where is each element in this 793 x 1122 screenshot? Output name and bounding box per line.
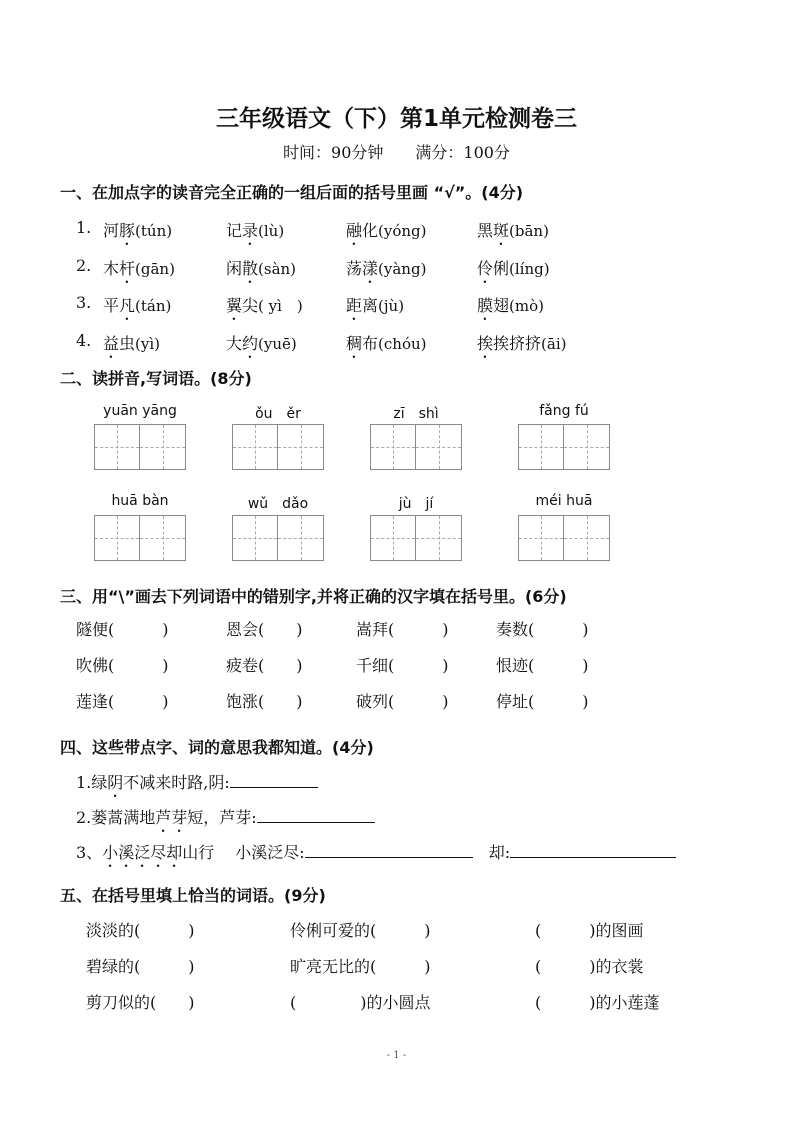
q3-dotted: 小溪泛尽却 [102, 843, 183, 862]
pinyin-item [103, 256, 175, 287]
pinyin-item [346, 331, 427, 362]
dotted-char: 杆 [119, 258, 136, 278]
section-1-heading: 一、在加点字的读音完全正确的一组后面的括号里画 “√”。(4分) [60, 183, 524, 202]
fill-in-item[interactable]: ( )的小圆点 [290, 993, 431, 1012]
correction-item[interactable]: 嵩拜( ) [356, 620, 449, 639]
grid-cell[interactable] [416, 425, 461, 469]
q1-dotted: 阴 [107, 773, 124, 792]
item-number: 4. [76, 330, 92, 350]
pinyin-item [477, 331, 566, 362]
q2-dotted: 芦芽 [155, 808, 188, 827]
grid-cell[interactable] [519, 516, 564, 560]
pinyin-item [103, 218, 172, 249]
pinyin: (yuē) [258, 334, 297, 353]
dotted-char: 录 [242, 221, 259, 240]
dotted-char: 翼 [226, 296, 243, 315]
grid-cell[interactable] [564, 516, 609, 560]
dotted-char: 膜 [477, 296, 494, 315]
q2-text-b: 短，芦芽: [187, 808, 257, 827]
pinyin: (yì) [135, 334, 161, 353]
word-pre: 木 [103, 258, 120, 278]
correction-item[interactable]: 吹佛( ) [76, 656, 169, 675]
grid-cell[interactable] [371, 425, 416, 469]
pinyin: (āi) [541, 334, 567, 353]
writing-grid[interactable] [232, 515, 324, 561]
pinyin-item [226, 293, 303, 324]
pinyin-item [226, 218, 284, 249]
fill-in-item[interactable]: 伶俐可爱的( ) [290, 921, 431, 940]
q3-text-a: 3、 [76, 843, 103, 862]
item-number: 3. [76, 293, 92, 312]
q3-text-c: 却: [488, 843, 511, 862]
section-2-heading: 二、读拼音,写词语。(8分) [60, 369, 252, 388]
grid-cell[interactable] [416, 516, 461, 560]
dotted-char: 约 [242, 333, 259, 353]
dotted-char: 挨 [477, 333, 494, 353]
pinyin-prompt: wǔ dǎo [247, 496, 309, 512]
q1-text-a: 1.绿 [76, 773, 108, 792]
word-post: 布 [362, 333, 379, 353]
pinyin: (chóu) [378, 334, 427, 353]
writing-grid[interactable] [518, 515, 610, 561]
pinyin-item [346, 218, 427, 249]
pinyin-item [346, 256, 426, 287]
q3-text-b: 山行 小溪泛尽: [182, 843, 305, 862]
s4-question-2 [76, 805, 375, 836]
grid-cell[interactable] [519, 425, 564, 469]
dotted-char: 伶 [477, 258, 494, 278]
correction-item[interactable]: 千细( ) [356, 656, 449, 675]
correction-item[interactable]: 恨迹( ) [496, 656, 589, 675]
pinyin: (tán) [135, 297, 172, 315]
fill-in-item[interactable]: 旷亮无比的( ) [290, 957, 431, 976]
dotted-char: 漾 [362, 258, 379, 278]
pinyin-item [103, 293, 171, 324]
writing-grid[interactable] [370, 424, 462, 470]
pinyin: (tún) [135, 222, 173, 240]
pinyin-prompt: zī shì [393, 406, 439, 422]
item-number: 2. [76, 255, 92, 275]
correction-item[interactable]: 饱涨( ) [226, 692, 303, 711]
dotted-char: 散 [242, 258, 259, 278]
page-number: - 1 - [386, 1050, 407, 1061]
pinyin: (líng) [509, 259, 550, 278]
pinyin-prompt: jù jí [398, 496, 434, 512]
item-number: 1. [76, 218, 92, 237]
pinyin: (lù) [258, 222, 285, 240]
dotted-char: 凡 [119, 296, 136, 315]
pinyin: ( yì ) [258, 297, 303, 315]
correction-item[interactable]: 停址( ) [496, 692, 589, 711]
grid-cell[interactable] [140, 425, 185, 469]
grid-cell[interactable] [140, 516, 185, 560]
word-pre: 荡 [346, 258, 363, 278]
correction-item[interactable]: 隧便( ) [76, 620, 169, 639]
q3-answer-blank-2[interactable] [510, 843, 676, 858]
pinyin: (jù) [378, 297, 405, 315]
writing-grid[interactable] [370, 515, 462, 561]
pinyin-prompt: fǎng fú [539, 403, 589, 419]
writing-grid[interactable] [518, 424, 610, 470]
correction-item[interactable]: 恩会( ) [226, 620, 303, 639]
writing-grid[interactable] [94, 424, 186, 470]
s4-question-3 [76, 840, 676, 871]
pinyin: (mò) [509, 297, 544, 315]
grid-cell[interactable] [95, 425, 140, 469]
pinyin-prompt: ǒu ěr [255, 406, 301, 422]
word-post: 俐 [493, 258, 510, 278]
word-post: 尖 [242, 296, 259, 315]
word-pre: 闲 [226, 258, 243, 278]
pinyin-item [226, 256, 296, 287]
pinyin-prompt: huā bàn [111, 493, 169, 509]
fill-in-item[interactable]: 淡淡的( ) [86, 921, 195, 940]
pinyin: (bān) [509, 222, 549, 240]
fill-in-item[interactable]: ( )的小莲蓬 [535, 993, 660, 1012]
grid-cell[interactable] [233, 516, 278, 560]
dotted-char: 益 [103, 333, 120, 353]
word-pre: 平 [103, 296, 120, 315]
writing-grid[interactable] [232, 424, 324, 470]
pinyin-item [346, 293, 404, 324]
word-post: 翅 [493, 296, 510, 315]
pinyin-item [103, 331, 160, 362]
pinyin: (yóng) [378, 222, 427, 240]
dotted-char: 斑 [493, 221, 510, 240]
q1-answer-blank[interactable] [230, 773, 318, 788]
dotted-char: 稠 [346, 333, 363, 353]
word-pre: 记 [226, 221, 243, 240]
word-post: 挨挤挤 [493, 333, 542, 353]
pinyin: (gān) [135, 259, 175, 278]
section-5-heading: 五、在括号里填上恰当的词语。(9分) [60, 886, 326, 905]
grid-cell[interactable] [371, 516, 416, 560]
dotted-char: 融 [346, 221, 363, 240]
correction-item[interactable]: 奏数( ) [496, 620, 589, 639]
fill-in-item[interactable]: ( )的衣裳 [535, 957, 644, 976]
q3-answer-blank-1[interactable] [305, 843, 473, 858]
grid-cell[interactable] [278, 516, 323, 560]
correction-item[interactable]: 破列( ) [356, 692, 449, 711]
pinyin: (sàn) [258, 259, 297, 278]
page-title: 三年级语文（下）第1单元检测卷三 [215, 106, 577, 132]
dotted-char: 距 [346, 296, 363, 315]
grid-cell[interactable] [95, 516, 140, 560]
pinyin-item [226, 331, 297, 362]
pinyin-item [477, 218, 549, 249]
word-post: 化 [362, 221, 379, 240]
word-pre: 河 [103, 221, 120, 240]
fill-in-item[interactable]: ( )的图画 [535, 921, 644, 940]
time-score-info: 时间：90分钟 满分：100分 [283, 143, 510, 162]
pinyin-prompt: yuān yāng [103, 403, 177, 419]
correction-item[interactable]: 莲逢( ) [76, 692, 169, 711]
pinyin-prompt: méi huā [535, 493, 593, 509]
pinyin-item [477, 256, 550, 287]
pinyin: (yàng) [378, 259, 427, 278]
q2-text-a: 2.蒌蒿满地 [76, 808, 156, 827]
word-post: 虫 [119, 333, 136, 353]
q1-text-b: 不减来时路,阴: [123, 773, 230, 792]
dotted-char: 豚 [119, 221, 136, 240]
pinyin-item [477, 293, 544, 324]
section-3-heading: 三、用“\”画去下列词语中的错别字,并将正确的汉字填在括号里。(6分) [60, 587, 567, 606]
word-pre: 大 [226, 333, 243, 353]
writing-grid[interactable] [94, 515, 186, 561]
fill-in-item[interactable]: 剪刀似的( ) [86, 993, 195, 1012]
word-post: 离 [362, 296, 379, 315]
s4-question-1 [76, 770, 318, 801]
q2-answer-blank[interactable] [257, 808, 375, 823]
grid-cell[interactable] [233, 425, 278, 469]
section-4-heading: 四、这些带点字、词的意思我都知道。(4分) [60, 738, 374, 757]
word-pre: 黑 [477, 221, 494, 240]
fill-in-item[interactable]: 碧绿的( ) [86, 957, 195, 976]
correction-item[interactable]: 疲卷( ) [226, 656, 303, 675]
grid-cell[interactable] [278, 425, 323, 469]
grid-cell[interactable] [564, 425, 609, 469]
